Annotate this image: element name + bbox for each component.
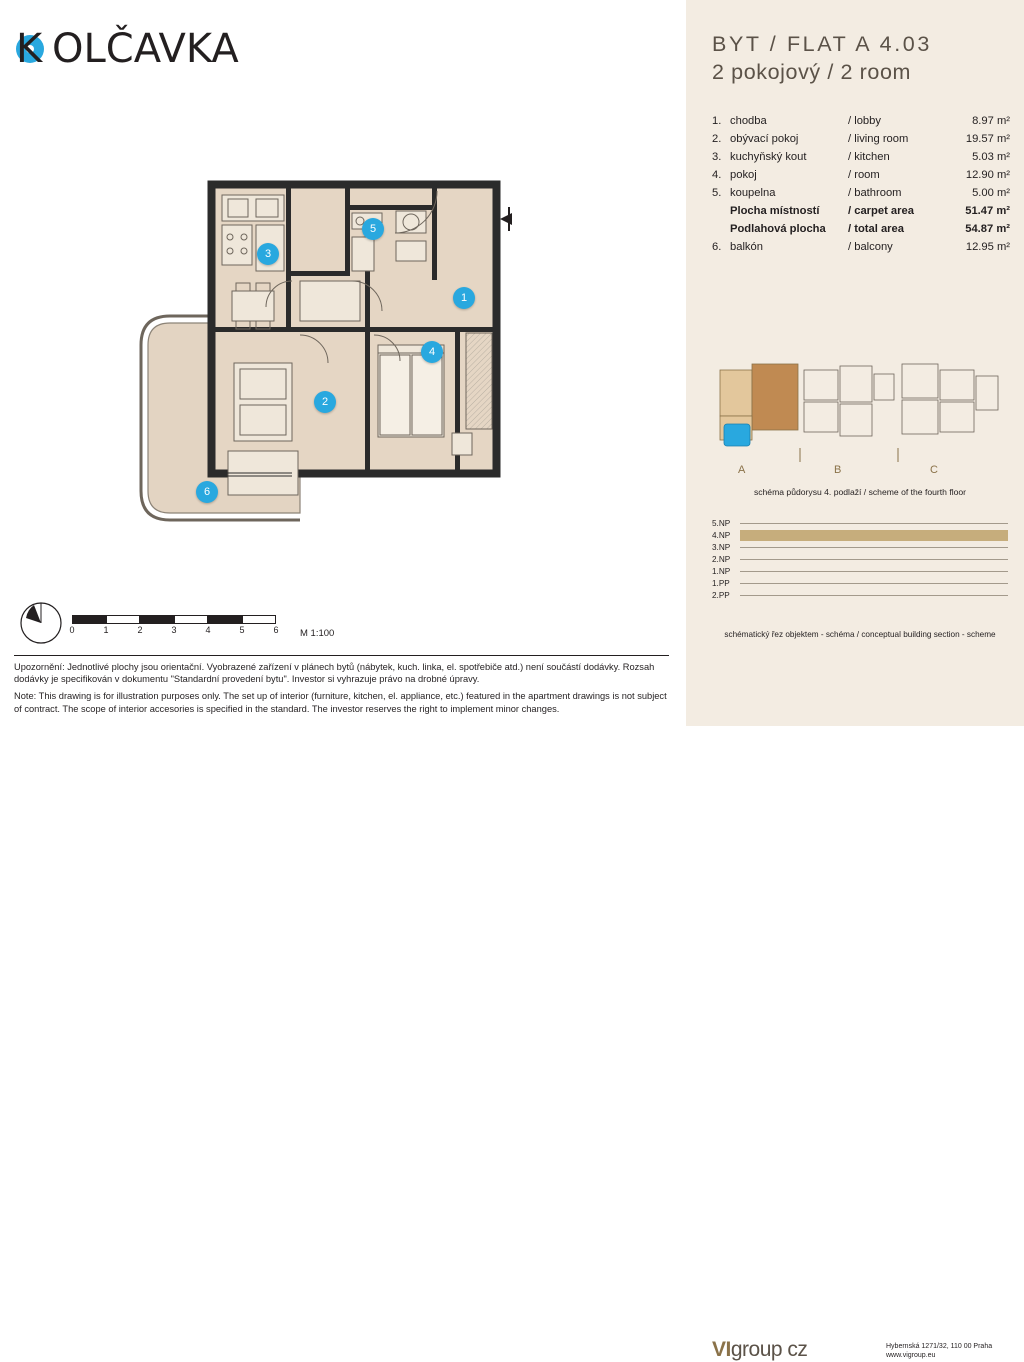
- table-row-total: [712, 220, 1010, 238]
- room-name-cz: koupelna: [730, 186, 776, 199]
- room-name-cz: pokoj: [730, 168, 757, 181]
- total-name-cz: Podlahová plocha: [730, 222, 826, 235]
- scale-tick-5: 5: [239, 625, 245, 635]
- logo: [14, 18, 274, 74]
- building-section-caption: schématický řez objektem - schéma / conceptual building section - scheme: [724, 630, 996, 639]
- scale-label: M 1:100: [300, 628, 335, 639]
- room-area: 12.95 m²: [965, 240, 1010, 253]
- scheme-letter-a: A: [738, 464, 747, 476]
- svg-text:OLČAVKA: OLČAVKA: [52, 26, 239, 72]
- room-num: 2.: [712, 132, 722, 145]
- building-section-diagram: [712, 518, 1008, 618]
- total-area: 51.47 m²: [965, 204, 1010, 217]
- plan-marker-5: 5: [362, 218, 384, 240]
- logo-mark: [14, 18, 274, 74]
- room-area: 5.00 m²: [972, 186, 1010, 199]
- section-floor-row: [712, 542, 1008, 554]
- section-floor-row: [712, 518, 1008, 530]
- total-name-cz: Plocha místností: [730, 204, 820, 217]
- svg-text:K: K: [16, 26, 43, 72]
- room-schedule: [712, 112, 1010, 256]
- total-area: 54.87 m²: [965, 222, 1010, 235]
- floor-label: 2.PP: [712, 591, 730, 600]
- floor-label: 4.NP: [712, 531, 731, 540]
- floor-bar-active: [740, 530, 1008, 541]
- room-num: 1.: [712, 114, 722, 127]
- scale-tick-6: 6: [273, 625, 279, 635]
- total-num: [712, 202, 730, 220]
- room-name-cz: chodba: [730, 114, 767, 127]
- disclaimer-divider: [14, 655, 669, 656]
- scale-tick-4: 4: [205, 625, 211, 635]
- floor-label: 3.NP: [712, 543, 731, 552]
- room-name-cz: kuchyňský kout: [730, 150, 807, 163]
- footer-address-line2: www.vigroup.eu: [886, 1352, 936, 1359]
- room-name-en: / kitchen: [848, 150, 890, 163]
- floor-label: 1.PP: [712, 579, 730, 588]
- scale-tick-2: 2: [137, 625, 143, 635]
- floor-label: 2.NP: [712, 555, 731, 564]
- footer-address: [886, 1342, 992, 1360]
- scale-bar-ticks: [72, 615, 278, 625]
- plan-marker-3: 3: [257, 243, 279, 265]
- floor-bar: [740, 523, 1008, 524]
- scale-tick-1: 1: [103, 625, 109, 635]
- section-floor-row: [712, 590, 1008, 602]
- room-num: 4.: [712, 168, 722, 181]
- floor-plan-drawing: [0, 95, 686, 575]
- floor-key-scheme: [712, 352, 1008, 482]
- section-floor-row: [712, 566, 1008, 578]
- footer-address-line1: Hybernská 1271/32, 110 00 Praha: [886, 1343, 993, 1350]
- scale-bar: [69, 615, 302, 645]
- room-name-en: / living room: [848, 132, 909, 145]
- flat-title-line1: BYT / FLAT A 4.03: [712, 32, 932, 56]
- scheme-letter-b: B: [834, 464, 843, 476]
- table-row: [712, 166, 1010, 184]
- room-num: 6.: [712, 240, 722, 253]
- vigroup-logo-rest: group cz: [730, 1338, 808, 1361]
- total-num: [712, 220, 730, 238]
- room-area: 19.57 m²: [965, 132, 1010, 145]
- room-num: 5.: [712, 186, 722, 199]
- room-name-cz: obývací pokoj: [730, 132, 799, 145]
- drawing-panel: [0, 0, 686, 726]
- section-floor-row: [712, 578, 1008, 590]
- table-row-total: [712, 202, 1010, 220]
- floor-bar: [740, 595, 1008, 596]
- floor-label: 5.NP: [712, 519, 731, 528]
- section-floor-row-active: [712, 530, 1008, 542]
- room-name-en: / lobby: [848, 114, 881, 127]
- vigroup-logo-vi: VI: [712, 1338, 731, 1361]
- floor-bar: [740, 547, 1008, 548]
- vigroup-logo: [712, 1338, 807, 1362]
- total-name-en: / carpet area: [848, 204, 914, 217]
- footer: [686, 660, 1024, 1361]
- room-name-cz: balkón: [730, 240, 763, 253]
- section-floor-row: [712, 554, 1008, 566]
- table-row: [712, 184, 1010, 202]
- room-area: 5.03 m²: [972, 150, 1010, 163]
- scale-bar-labels: [69, 625, 292, 639]
- room-name-en: / bathroom: [848, 186, 902, 199]
- scheme-letter-c: C: [930, 464, 939, 476]
- page-title: [712, 30, 1012, 86]
- floor-bar: [740, 583, 1008, 584]
- flat-title-line2: 2 pokojový / 2 room: [712, 60, 912, 84]
- plan-marker-6: 6: [196, 481, 218, 503]
- info-panel: [686, 0, 1024, 1361]
- floor-bar: [740, 559, 1008, 560]
- plan-marker-2: 2: [314, 391, 336, 413]
- floor-plan: [0, 95, 686, 575]
- disclaimer-cz: Upozornění: Jednotlivé plochy jsou orientační. Vyobrazené zařízení v plánech bytů (nábytek, kuch. linka, el. spotřebiče atd.) není součástí dodávky. Rozsah dodávky je specifikován v dokumentu "Standardní provedení bytu". Investor si vyhrazuje právo na drobné úpravy.: [14, 662, 655, 685]
- disclaimer-en: Note: This drawing is for illustration purposes only. The set up of interior (furniture, kitchen, el. appliance, etc.) featured in the apartment drawings is not subject of contract. The scope of interior accesories is specified in the standard. The investor reserves the right to implement minor changes.: [14, 691, 667, 714]
- floor-bar: [740, 571, 1008, 572]
- disclaimer: [14, 655, 674, 720]
- floor-key-caption: schéma půdorysu 4. podlaží / scheme of the fourth floor: [753, 487, 967, 497]
- table-row: [712, 148, 1010, 166]
- table-row: [712, 112, 1010, 130]
- table-row: [712, 130, 1010, 148]
- scale-tick-3: 3: [171, 625, 177, 635]
- total-name-en: / total area: [848, 222, 904, 235]
- floor-key-letters: [712, 464, 1008, 478]
- room-num: 3.: [712, 150, 722, 163]
- room-area: 12.90 m²: [965, 168, 1010, 181]
- compass-icon: [18, 600, 64, 646]
- room-name-en: / room: [848, 168, 880, 181]
- room-area: 8.97 m²: [972, 114, 1010, 127]
- floor-key-drawing: [712, 352, 1008, 482]
- floor-label: 1.NP: [712, 567, 731, 576]
- scale-tick-0: 0: [69, 625, 75, 635]
- plan-marker-4: 4: [421, 341, 443, 363]
- room-name-en: / balcony: [848, 240, 893, 253]
- plan-marker-1: 1: [453, 287, 475, 309]
- table-row: [712, 238, 1010, 256]
